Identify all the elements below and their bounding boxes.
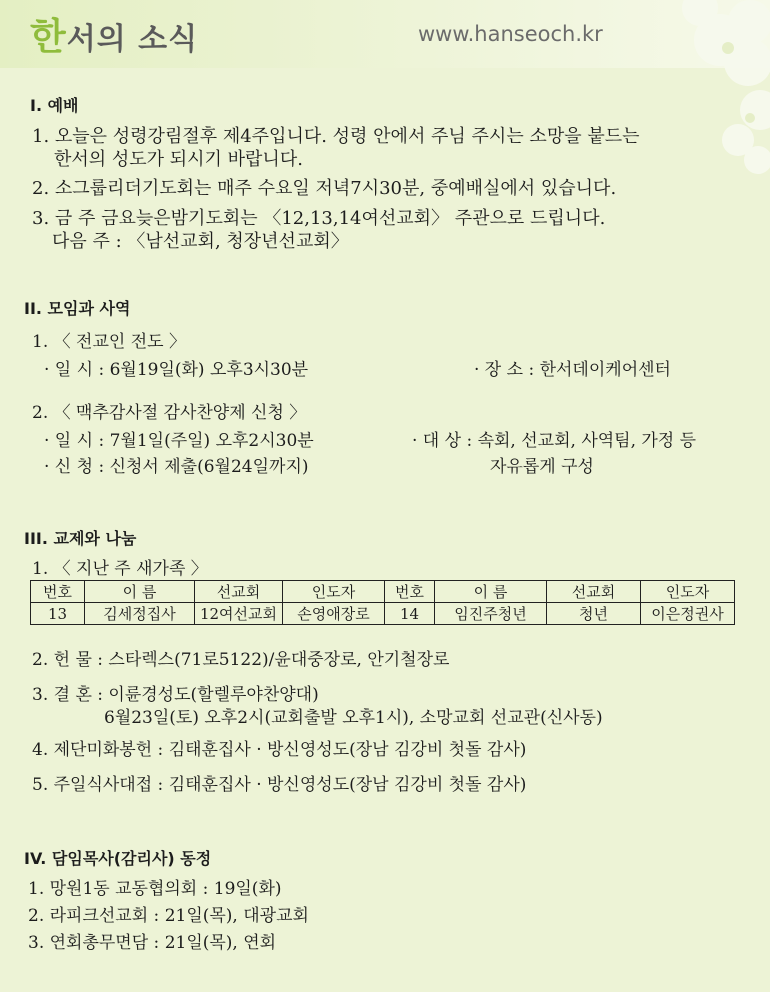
col-header: 인도자 [641,581,735,603]
section-1-heading: I. 예배 [30,96,79,115]
table-cell: 임진주청년 [435,603,547,625]
pastor-schedule-3: 3. 연회총무면담 : 21일(목), 연회 [28,933,277,953]
evangelism-place: · 장 소 : 한서데이케어센터 [474,360,671,380]
table-row [31,603,735,625]
new-family-title: 1. 〈 지난 주 새가족 〉 [32,559,208,579]
thanksgiving-target: · 대 상 : 속회, 선교회, 사역팀, 가정 등 [412,431,697,451]
worship-item-3-cont: 다음 주 : 〈남선교회, 청장년선교회〉 [52,231,349,252]
worship-item-1: 1. 오늘은 성령강림절후 제4주입니다. 성령 안에서 주님 주시는 소망을 붙드는 [32,126,640,147]
section-2-heading: II. 모임과 사역 [24,299,131,318]
table-cell: 이은정권사 [641,603,735,625]
wedding-item-cont: 6월23일(토) 오후2시(교회출발 오후1시), 소망교회 선교관(신사동) [104,708,603,728]
table-cell: 13 [31,603,85,625]
table-cell: 손영애장로 [283,603,385,625]
site-url: www.hanseoch.kr [418,22,603,46]
col-header: 번호 [385,581,435,603]
altar-flower-item: 4. 제단미화봉헌 : 김태훈집사 · 방신영성도(장남 김강비 첫돌 감사) [32,740,527,760]
thanksgiving-date: · 일 시 : 7월1일(주일) 오후2시30분 [44,431,314,451]
col-header: 선교회 [547,581,641,603]
pastor-schedule-2: 2. 라피크선교회 : 21일(목), 대광교회 [28,906,309,926]
table-cell: 김세정집사 [85,603,195,625]
table-cell: 14 [385,603,435,625]
col-header: 선교회 [195,581,283,603]
wedding-item: 3. 결 혼 : 이륜경성도(할렐루야찬양대) [32,685,319,705]
worship-item-2: 2. 소그룹리더기도회는 매주 수요일 저녁7시30분, 중예배실에서 있습니다. [32,178,617,199]
table-header-row [31,581,735,603]
donation-item: 2. 헌 물 : 스타렉스(71로5122)/윤대중장로, 안기철장로 [32,650,450,670]
worship-item-3: 3. 금 주 금요늦은밤기도회는 〈12,13,14여선교회〉 주관으로 드립니다. [32,208,606,229]
col-header: 번호 [31,581,85,603]
col-header: 이 름 [435,581,547,603]
pastor-schedule-1: 1. 망원1동 교동협의회 : 19일(화) [28,879,282,899]
col-header: 이 름 [85,581,195,603]
meal-service-item: 5. 주일식사대접 : 김태훈집사 · 방신영성도(장남 김강비 첫돌 감사) [32,775,527,795]
col-header: 인도자 [283,581,385,603]
evangelism-date: · 일 시 : 6월19일(화) 오후3시30분 [44,360,309,380]
worship-item-1-cont: 한서의 성도가 되시기 바랍니다. [54,149,303,170]
table-cell: 12여선교회 [195,603,283,625]
title-rest: 서의 소식 [66,22,199,57]
section-4-heading: IV. 담임목사(감리사) 동정 [24,849,212,868]
evangelism-title: 1. 〈 전교인 전도 〉 [32,332,186,352]
thanksgiving-apply: · 신 청 : 신청서 제출(6월24일까지) [44,457,309,477]
thanksgiving-target-cont: 자유롭게 구성 [490,457,594,477]
title-first-char: 한 [30,15,67,58]
table-cell: 청년 [547,603,641,625]
thanksgiving-title: 2. 〈 맥추감사절 감사찬양제 신청 〉 [32,403,307,423]
new-family-table [30,580,735,625]
section-3-heading: III. 교제와 나눔 [24,529,137,548]
